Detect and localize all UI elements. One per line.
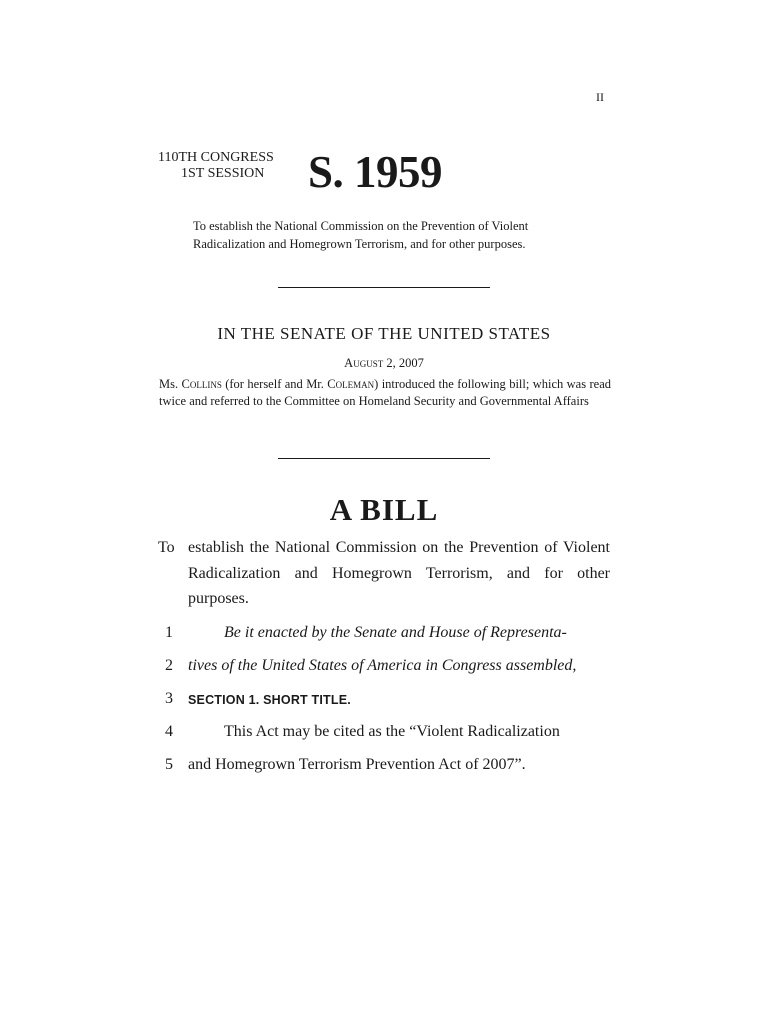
line-number: 4: [165, 723, 173, 740]
intro-rest: ) introduced the following bill; which was read twice and referred to the Committee on Homeland Security and Governmental Affairs: [159, 377, 611, 408]
line-number: 3: [165, 690, 173, 707]
short-title-line: and Homegrown Terrorism Prevention Act of 2007”.: [188, 756, 526, 773]
purpose-clause: [158, 535, 610, 612]
introduced-date: August 2, 2007: [344, 356, 424, 370]
enacting-clause-line: Be it enacted by the Senate and House of Representa-: [224, 624, 567, 641]
senate-heading-text: IN THE SENATE OF THE UNITED STATES: [217, 324, 551, 343]
cosponsor-name: Coleman: [327, 377, 375, 391]
introduction-paragraph: [159, 376, 611, 409]
congress-label: 110TH CONGRESS: [158, 150, 274, 165]
sponsor-title: Ms.: [159, 377, 179, 391]
short-description: To establish the National Commission on the Prevention of Violent Radicalization and Homegrown Terrorism, and for other purposes.: [193, 219, 529, 251]
a-bill-heading: A BILL: [329, 492, 439, 527]
section-title: SECTION 1. SHORT TITLE.: [188, 693, 351, 707]
sponsor-name: Collins: [181, 377, 222, 391]
line-number: 2: [165, 657, 173, 674]
congress-session-block: [158, 150, 274, 182]
divider-rule: [278, 287, 490, 288]
line-number: 1: [165, 624, 173, 641]
purpose-text: establish the National Commission on the Prevention of Violent Radicalization and Homegrown Terrorism, and for other purposes.: [188, 539, 610, 607]
session-label: 1ST SESSION: [181, 166, 265, 181]
intro-mid: (for herself and Mr.: [225, 377, 324, 391]
short-title-line: This Act may be cited as the “Violent Radicalization: [224, 723, 560, 740]
page-mark: II: [596, 90, 604, 104]
line-number: 5: [165, 756, 173, 773]
divider-rule: [278, 458, 490, 459]
senate-heading: [0, 324, 768, 344]
bill-number: S. 1959: [308, 147, 443, 197]
purpose-to: To: [158, 539, 175, 556]
enacting-clause-line: tives of the United States of America in Congress assembled,: [188, 657, 577, 674]
